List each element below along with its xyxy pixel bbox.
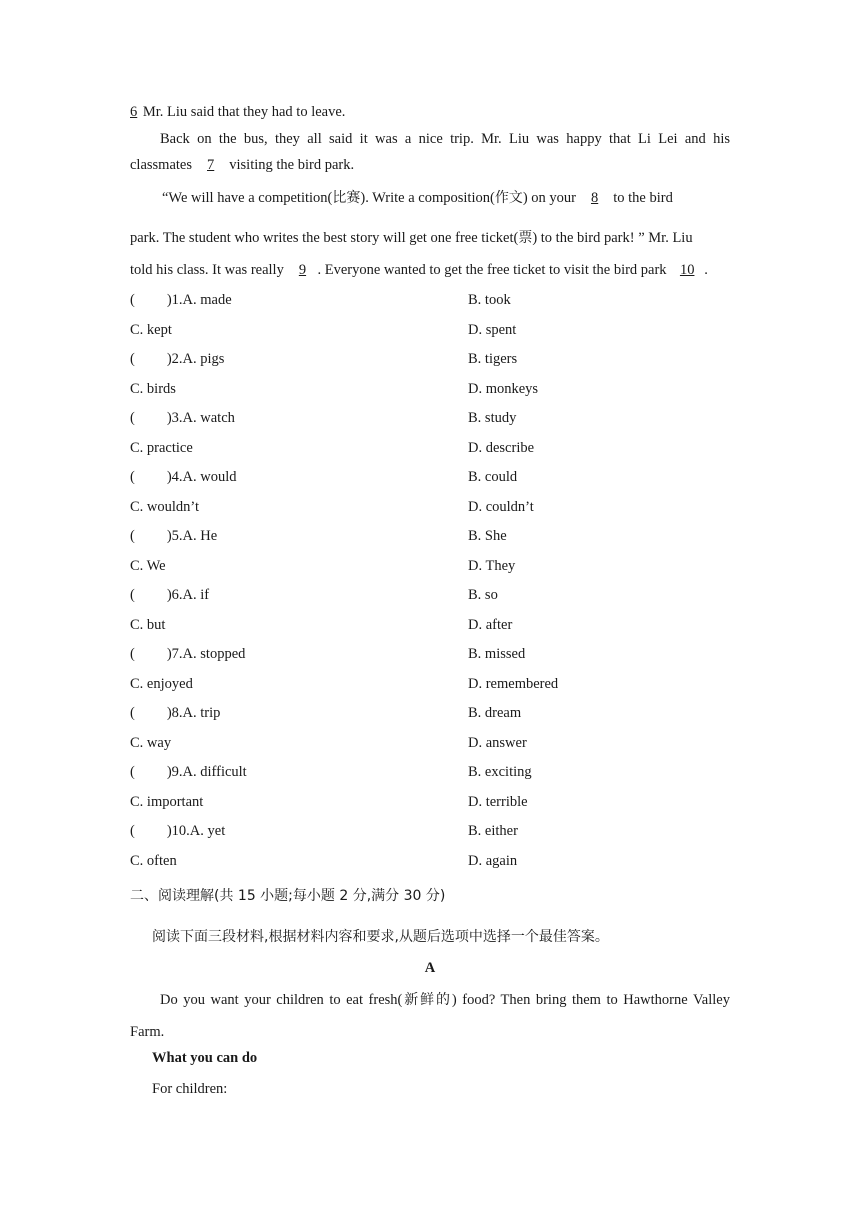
reading-line-2: Farm. [130, 1024, 165, 1040]
question-7-option-b [468, 646, 525, 663]
question-6-option-a [130, 587, 209, 604]
option-a-text: )8.A. trip [166, 705, 221, 721]
option-b-text: B. could [468, 469, 518, 485]
option-d-text: D. describe [468, 439, 535, 456]
question-1-option-b [468, 292, 511, 309]
option-a-text: )1.A. made [166, 292, 232, 308]
answer-paren-open: ( [130, 823, 135, 839]
question-2-option-d [468, 381, 538, 398]
option-c-text: C. important [130, 793, 204, 810]
option-d-text: D. terrible [468, 793, 528, 810]
option-c-text: C. practice [130, 439, 193, 456]
question-1-option-c [130, 322, 172, 339]
question-8-option-c [130, 735, 171, 752]
question-8-option-a [130, 705, 220, 722]
question-7-option-a [130, 646, 245, 663]
option-d-text: D. answer [468, 734, 527, 751]
option-c-text: C. birds [130, 380, 176, 397]
option-d-text: D. again [468, 852, 518, 869]
question-2-option-a [130, 351, 224, 368]
passage-line-1: 6 Mr. Liu said that they had to leave. [130, 104, 346, 120]
answer-paren-open: ( [130, 646, 135, 662]
option-a-text: )2.A. pigs [166, 351, 225, 367]
question-6-option-b [468, 587, 498, 604]
option-d-text: D. after [468, 616, 513, 633]
answer-paren-open: ( [130, 764, 135, 780]
answer-paren-open: ( [130, 292, 135, 308]
option-a-text: )4.A. would [166, 469, 237, 485]
answer-paren-open: ( [130, 410, 135, 426]
option-c-text: C. We [130, 557, 166, 574]
option-c-text: C. way [130, 734, 172, 751]
question-5-option-a [130, 528, 217, 545]
option-d-text: D. couldn’t [468, 498, 534, 515]
passage-line-5: park. The student who writes the best story will get one free ticket(票) to the bird park! ” Mr. Liu [130, 230, 693, 246]
question-9-option-d [468, 794, 528, 811]
question-5-option-c [130, 558, 166, 575]
answer-paren-open: ( [130, 469, 135, 485]
option-b-text: B. tigers [468, 351, 518, 367]
section-instruction: 阅读下面三段材料,根据材料内容和要求,从题后选项中选择一个最佳答案。 [152, 929, 609, 945]
question-7-option-c [130, 676, 193, 693]
option-b-text: B. missed [468, 646, 526, 662]
question-6-option-d [468, 617, 512, 634]
option-d-text: D. They [468, 557, 516, 574]
question-6-option-c [130, 617, 165, 634]
section-heading: 二、阅读理解(共 15 小题;每小题 2 分,满分 30 分) [130, 888, 446, 904]
answer-paren-open: ( [130, 528, 135, 544]
blank-6: 6 [130, 104, 138, 120]
question-2-option-b [468, 351, 517, 368]
passage-line-4: “We will have a competition(比赛). Write a composition(作文) on your 8 to the bird [162, 190, 673, 206]
option-c-text: C. but [130, 616, 166, 633]
question-4-option-d [468, 499, 534, 516]
answer-paren-open: ( [130, 351, 135, 367]
option-a-text: )3.A. watch [166, 410, 235, 426]
option-b-text: B. exciting [468, 764, 532, 780]
question-10-option-d [468, 853, 517, 870]
question-7-option-d [468, 676, 558, 693]
option-a-text: )6.A. if [166, 587, 210, 603]
question-3-option-c [130, 440, 193, 457]
option-b-text: B. study [468, 410, 517, 426]
question-9-option-b [468, 764, 532, 781]
blank-8: 8 [590, 190, 599, 206]
question-5-option-d [468, 558, 515, 575]
passage-line-3: classmates 7 visiting the bird park. [130, 157, 355, 173]
passage-line-2: Back on the bus, they all said it was a nice trip. Mr. Liu was happy that Li Lei and his [160, 131, 730, 147]
blank-7: 7 [207, 157, 215, 173]
question-5-option-b [468, 528, 507, 545]
question-9-option-a [130, 764, 247, 781]
question-10-option-b [468, 823, 518, 840]
option-b-text: B. either [468, 823, 518, 839]
reading-line-1: Do you want your children to eat fresh(新鲜的) food? Then bring them to Hawthorne Valley [160, 992, 730, 1008]
passage-line-6: told his class. It was really 9 . Everyone wanted to get the free ticket to visit the bird park 10 . [130, 262, 708, 278]
answer-paren-open: ( [130, 705, 135, 721]
question-4-option-b [468, 469, 517, 486]
question-1-option-d [468, 322, 516, 339]
question-2-option-c [130, 381, 176, 398]
option-b-text: B. dream [468, 705, 522, 721]
question-4-option-a [130, 469, 237, 486]
question-3-option-a [130, 410, 235, 427]
question-8-option-d [468, 735, 527, 752]
question-9-option-c [130, 794, 203, 811]
blank-10: 10 [679, 262, 695, 278]
question-10-option-a [130, 823, 225, 840]
question-8-option-b [468, 705, 521, 722]
option-a-text: )5.A. He [166, 528, 218, 544]
question-3-option-d [468, 440, 534, 457]
option-c-text: C. wouldn’t [130, 498, 200, 515]
option-b-text: B. so [468, 587, 498, 603]
question-4-option-c [130, 499, 199, 516]
part-label: A [424, 960, 436, 976]
option-b-text: B. She [468, 528, 507, 544]
subheading: What you can do [152, 1050, 258, 1066]
option-a-text: )9.A. difficult [166, 764, 247, 780]
option-c-text: C. often [130, 852, 177, 869]
option-c-text: C. kept [130, 321, 172, 338]
blank-9: 9 [298, 262, 307, 278]
question-1-option-a [130, 292, 232, 309]
for-children-label: For children: [152, 1081, 228, 1097]
answer-paren-open: ( [130, 587, 135, 603]
option-d-text: D. monkeys [468, 380, 539, 397]
option-a-text: )7.A. stopped [166, 646, 246, 662]
option-c-text: C. enjoyed [130, 675, 193, 692]
option-b-text: B. took [468, 292, 511, 308]
option-d-text: D. spent [468, 321, 517, 338]
question-3-option-b [468, 410, 516, 427]
option-d-text: D. remembered [468, 675, 559, 692]
question-10-option-c [130, 853, 177, 870]
option-a-text: )10.A. yet [166, 823, 226, 839]
